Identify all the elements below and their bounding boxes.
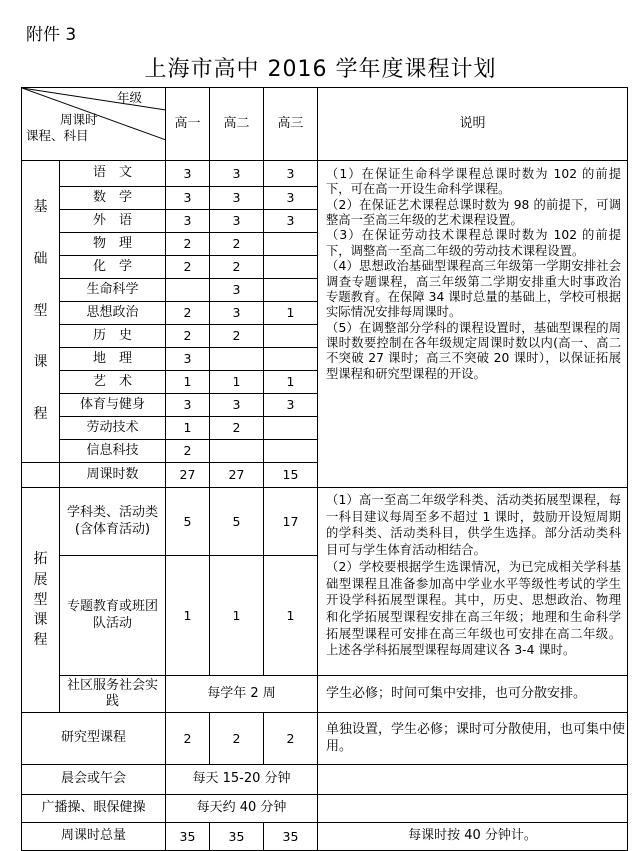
course-plan-table [21, 87, 628, 851]
subject-cell: 体育与健身 [60, 394, 166, 417]
subject-cell: 地 理 [60, 348, 166, 371]
subject-cell: 数 学 [60, 187, 166, 210]
hours-cell [264, 256, 318, 279]
subject-cell: 艺 术 [60, 371, 166, 394]
extended-course-label-text: 拓 展 型 课 程 [33, 551, 48, 649]
subject-cell: 信息科技 [60, 440, 166, 463]
hours-cell: 2 [166, 256, 210, 279]
basic-course-label [22, 161, 60, 463]
hours-cell: 1 [264, 556, 318, 676]
hours-cell: 3 [210, 187, 264, 210]
table-row [22, 676, 628, 713]
hours-cell: 3 [210, 394, 264, 417]
hours-cell: 35 [210, 823, 264, 851]
assembly-label: 晨会或午会 [22, 765, 166, 795]
subject-cell: 生命科学 [60, 279, 166, 302]
subject-cell: 社区服务社会实践 [60, 676, 166, 713]
row-note [318, 765, 628, 795]
hours-cell: 15 [264, 463, 318, 488]
hours-cell: 2 [210, 233, 264, 256]
header-note: 说明 [318, 88, 628, 161]
subject-cell: 专题教育或班团队活动 [60, 556, 166, 676]
subject-cell: 历 史 [60, 325, 166, 348]
hours-cell [264, 417, 318, 440]
extended-course-label [22, 488, 60, 713]
note-item: （2）学校要根据学生选课情况，为已完成相关学科基础型课程且准备参加高中学业水平等级性考试的学生开设学科拓展型课程。其中，历史、思想政治、物理和化学拓展型课程安排在高三年级；地理和生命科学拓展型课程可安排在高三年级也可安排在高二年级。上述各学科拓展型课程每周建议各 3-4 课时。 [326, 559, 621, 658]
hours-cell: 3 [166, 348, 210, 371]
subject-cell: 化 学 [60, 256, 166, 279]
hours-cell: 27 [210, 463, 264, 488]
table-row [22, 488, 628, 556]
note-item: （2）在保证艺术课程总课时数为 98 的前提下，可调整高一至高三年级的艺术课程设置。 [326, 197, 621, 228]
note-item: （4）思想政治基础型课程高三年级第一学期安排社会调查专题课程，高三年级第二学期安排重大时事政治专题教育。在保障 34 课时总量的基础上，学校可根据实际情况安排每周课时。 [326, 259, 621, 320]
row-note: 每课时按 40 分钟计。 [318, 823, 628, 851]
hours-cell: 3 [166, 210, 210, 233]
hours-cell: 3 [264, 210, 318, 233]
diag-hours-label: 周课时 [60, 112, 98, 127]
hours-cell: 3 [166, 394, 210, 417]
hours-cell: 2 [166, 325, 210, 348]
hours-cell: 3 [264, 187, 318, 210]
extended-course-notes [318, 488, 628, 676]
hours-cell: 3 [264, 394, 318, 417]
note-item: （3）在保证劳动技术课程总课时数为 102 的前提下，调整高一至高二年级的劳动技术课程设置。 [326, 228, 621, 258]
subject-cell: 外 语 [60, 210, 166, 233]
row-note: 单独设置，学生必修；课时可分散使用，也可集中使用。 [318, 713, 628, 765]
hours-cell: 1 [210, 371, 264, 394]
hours-cell [166, 279, 210, 302]
hours-cell: 3 [166, 187, 210, 210]
subject-cell: 物 理 [60, 233, 166, 256]
hours-cell: 1 [210, 556, 264, 676]
hours-cell: 2 [210, 713, 264, 765]
diag-grade-label: 年级 [117, 90, 143, 105]
hours-cell [264, 233, 318, 256]
hours-cell: 1 [166, 417, 210, 440]
diag-course-label: 课程、科目 [26, 128, 89, 143]
hours-cell: 5 [210, 488, 264, 556]
subject-cell: 语 文 [60, 161, 166, 187]
row-note [318, 795, 628, 823]
weekly-hours-empty [22, 463, 60, 488]
table-row [22, 795, 628, 823]
hours-cell: 2 [166, 440, 210, 463]
attachment-label: 附件 3 [26, 25, 77, 45]
hours-cell: 2 [210, 325, 264, 348]
table-row [22, 713, 628, 765]
hours-cell: 2 [210, 256, 264, 279]
hours-cell: 3 [166, 161, 210, 187]
header-grade-2: 高二 [210, 88, 264, 161]
subject-cell: 思想政治 [60, 302, 166, 325]
hours-cell: 3 [210, 210, 264, 233]
research-label: 研究型课程 [22, 713, 166, 765]
hours-cell: 3 [210, 161, 264, 187]
total-label: 周课时总量 [22, 823, 166, 851]
hours-cell: 35 [264, 823, 318, 851]
hours-cell: 2 [264, 713, 318, 765]
note-item: （1）高一至高二年级学科类、活动类拓展型课程，每一科目建议每周至多不超过 1 课时，鼓励开设短周期的学科类、活动类科目，供学生选择。部分活动类科目可与学生体育活动相结合。 [326, 493, 621, 558]
header-grade-1: 高一 [166, 88, 210, 161]
page-title: 上海市高中 2016 学年度课程计划 [144, 57, 497, 82]
span-cell: 每学年 2 周 [166, 676, 318, 713]
hours-cell: 1 [264, 371, 318, 394]
note-item: （5）在调整部分学科的课程设置时，基础型课程的周课时数要控制在各年级规定周课时数以内(高一、高二不突破 27 课时；高三不突破 20 课时），以保证拓展型课程和研究型课程的开设。 [326, 320, 621, 381]
hours-cell: 3 [264, 161, 318, 187]
subject-cell: 学科类、活动类(含体育活动) [60, 488, 166, 556]
hours-cell: 5 [166, 488, 210, 556]
basic-course-notes [318, 161, 628, 488]
hours-cell: 2 [166, 233, 210, 256]
hours-cell: 27 [166, 463, 210, 488]
note-item: （1）在保证生命科学课程总课时数为 102 的前提下，可在高一开设生命科学课程。 [326, 167, 621, 197]
header-row [22, 88, 628, 161]
subject-cell: 劳动技术 [60, 417, 166, 440]
span-cell: 每天 15-20 分钟 [166, 765, 318, 795]
hours-cell: 2 [166, 302, 210, 325]
hours-cell [264, 279, 318, 302]
hours-cell: 1 [166, 556, 210, 676]
hours-cell [264, 440, 318, 463]
row-note: 学生必修；时间可集中安排，也可分散安排。 [318, 676, 628, 713]
hours-cell [210, 348, 264, 371]
hours-cell: 3 [210, 279, 264, 302]
hours-cell [210, 440, 264, 463]
hours-cell: 1 [166, 371, 210, 394]
hours-cell: 2 [210, 417, 264, 440]
hours-cell: 1 [264, 302, 318, 325]
span-cell: 每天约 40 分钟 [166, 795, 318, 823]
header-grade-3: 高三 [264, 88, 318, 161]
table-row [22, 765, 628, 795]
hours-cell: 2 [166, 713, 210, 765]
exercise-label: 广播操、眼保健操 [22, 795, 166, 823]
hours-cell: 3 [210, 302, 264, 325]
subject-cell: 周课时数 [60, 463, 166, 488]
table-row [22, 161, 628, 187]
hours-cell [264, 348, 318, 371]
basic-course-label-text: 基 础 型 课 程 [33, 198, 48, 423]
hours-cell: 35 [166, 823, 210, 851]
diagonal-header-cell [22, 88, 166, 161]
hours-cell: 17 [264, 488, 318, 556]
hours-cell [264, 325, 318, 348]
